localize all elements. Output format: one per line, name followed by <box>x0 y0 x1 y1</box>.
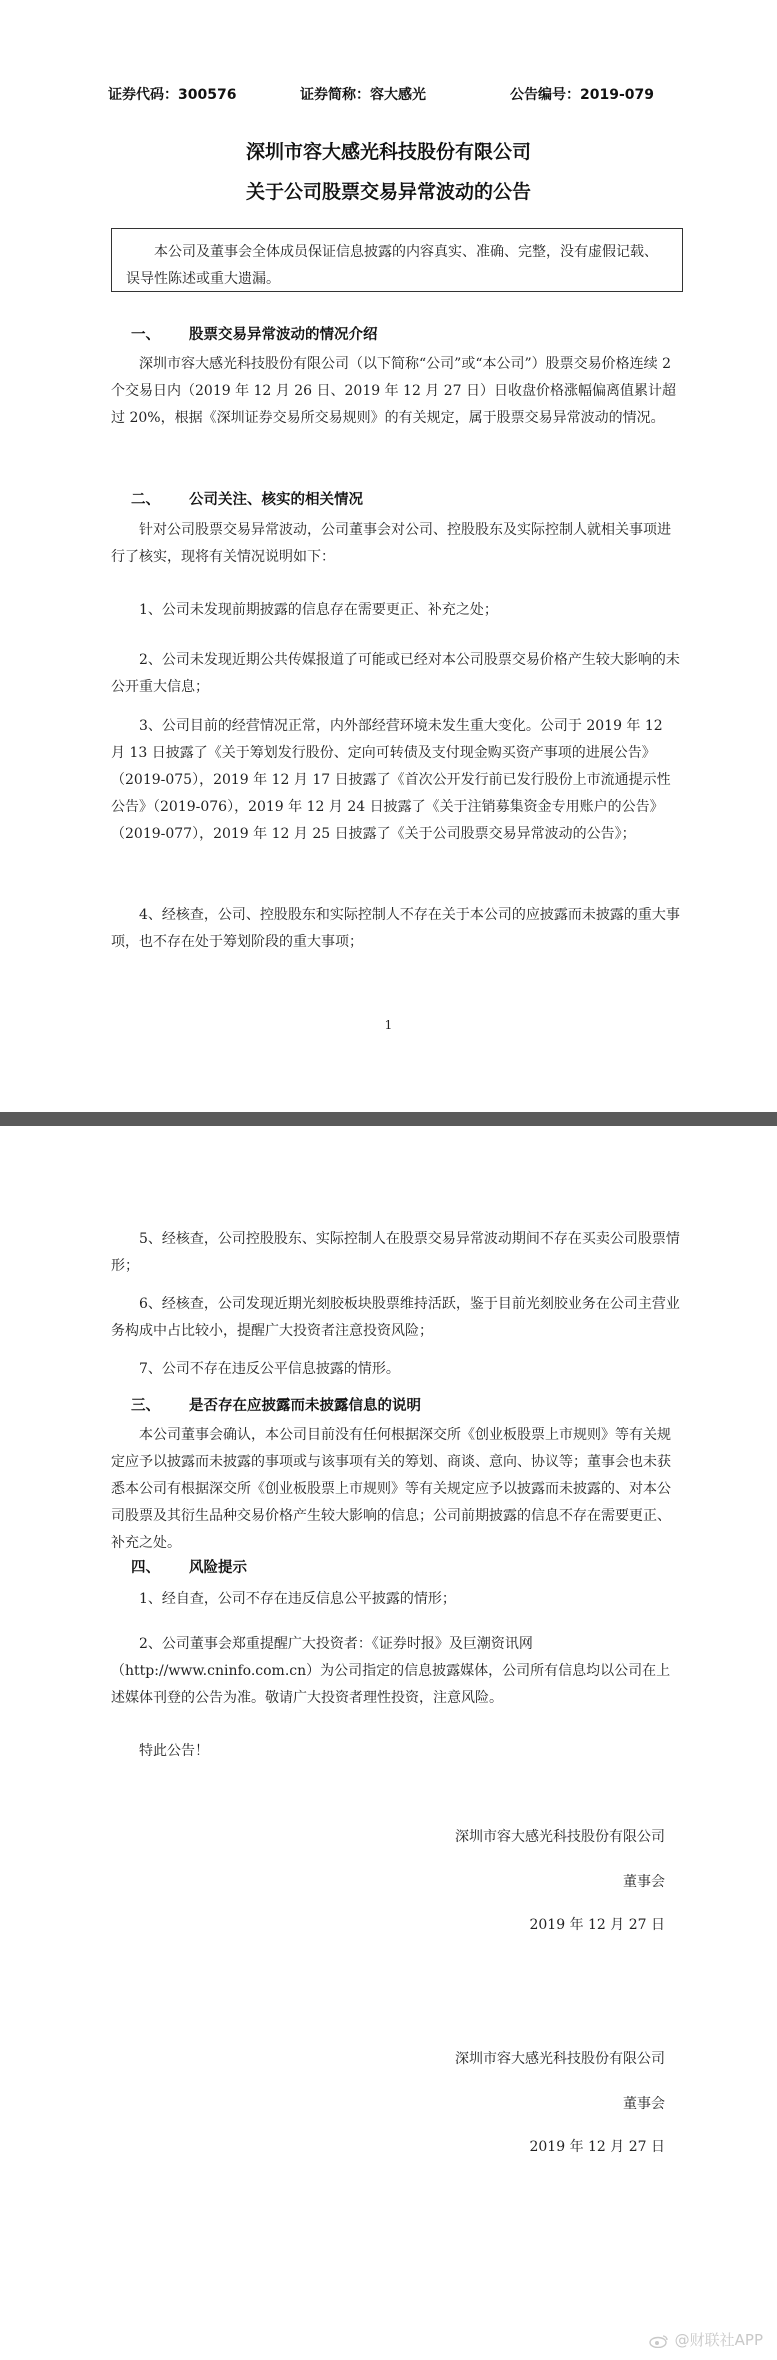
section-1-heading <box>111 323 378 344</box>
notice-title: 关于公司股票交易异常波动的公告 <box>245 181 531 203</box>
list-item: 5、经核查，公司控股股东、实际控制人在股票交易异常波动期间不存在买卖公司股票情形； <box>111 1231 680 1274</box>
notice-number: 公告编号：2019-079 <box>510 87 654 103</box>
section-4-heading <box>111 1556 247 1577</box>
list-item: 6、经核查，公司发现近期光刻胶板块股票维持活跃，鉴于目前光刻胶业务在公司主营业务构成中占比较小，提醒广大投资者注意投资风险； <box>111 1296 680 1339</box>
section-title: 股票交易异常波动的情况介绍 <box>189 327 378 343</box>
list-item: 2、公司董事会郑重提醒广大投资者：《证券时报》及巨潮资讯网（http://www.cninfo.com.cn）为公司指定的信息披露媒体，公司所有信息均以公司在上述媒体刊登的公告为准。敬请广大投资者理性投资，注意风险。 <box>111 1636 671 1706</box>
section-3-heading <box>111 1394 421 1415</box>
section-title: 是否存在应披露而未披露信息的说明 <box>189 1398 421 1414</box>
section-number: 二、 <box>131 492 160 508</box>
closing-text: 特此公告！ <box>139 1743 209 1759</box>
document-page-1 <box>0 0 777 1112</box>
signature-date: 2019 年 12 月 27 日 <box>529 1917 665 1933</box>
list-item: 4、经核查，公司、控股股东和实际控制人不存在关于本公司的应披露而未披露的重大事项，也不存在处于筹划阶段的重大事项； <box>111 907 680 950</box>
signature-board: 董事会 <box>623 1874 665 1890</box>
stock-code: 证券代码：300576 <box>108 87 237 103</box>
watermark <box>649 2329 763 2350</box>
section-number: 四、 <box>131 1560 160 1576</box>
list-item: 1、经自查，公司不存在违反信息公平披露的情形； <box>139 1591 456 1607</box>
section-title: 公司关注、核实的相关情况 <box>189 492 363 508</box>
section-1-paragraph: 深圳市容大感光科技股份有限公司（以下简称“公司”或“本公司”）股票交易价格连续 2 个交易日内（2019 年 12 月 26 日、2019 年 12 月 27 日）日收盘价格涨幅偏离值累计超过 20%，根据《深圳证券交易所交易规则》的有关规定，属于股票交易异常波动的情况。 <box>111 356 677 426</box>
section-3-paragraph: 本公司董事会确认，本公司目前没有任何根据深交所《创业板股票上市规则》等有关规定应予以披露而未披露的事项或与该事项有关的筹划、商谈、意向、协议等；董事会也未获悉本公司有根据深交所《创业板股票上市规则》等有关规定应予以披露而未披露的、对本公司股票及其衍生品种交易价格产生较大影响的信息；公司前期披露的信息不存在需要更正、补充之处。 <box>111 1427 671 1551</box>
page-separator <box>0 1112 777 1126</box>
page-number: 1 <box>384 1018 393 1032</box>
stock-short-name: 证券简称：容大感光 <box>300 87 426 103</box>
signature-board: 董事会 <box>623 2096 665 2112</box>
document-page-2 <box>0 1126 777 2360</box>
section-2-heading <box>111 488 363 509</box>
company-title: 深圳市容大感光科技股份有限公司 <box>245 141 531 163</box>
statement-box <box>111 228 683 292</box>
watermark-text: @财联社APP <box>674 2331 763 2349</box>
list-item: 3、公司目前的经营情况正常，内外部经营环境未发生重大变化。公司于 2019 年 12 月 13 日披露了《关于筹划发行股份、定向可转债及支付现金购买资产事项的进展公告》（2019-075），2019 年 12 月 17 日披露了《首次公开发行前已发行股份上市流通提示性公告》（2019-076），2019 年 12 月 24 日披露了《关于注销募集资金专用账户的公告》（2019-077），2019 年 12 月 25 日披露了《关于公司股票交易异常波动的公告》； <box>111 718 671 842</box>
section-title: 风险提示 <box>189 1560 247 1576</box>
signature-company: 深圳市容大感光科技股份有限公司 <box>455 2051 665 2067</box>
list-item: 7、公司不存在违反公平信息披露的情形。 <box>139 1361 400 1377</box>
statement-text: 本公司及董事会全体成员保证信息披露的内容真实、准确、完整，没有虚假记载、误导性陈述或重大遗漏。 <box>126 244 658 287</box>
weibo-icon <box>649 2334 669 2348</box>
signature-company: 深圳市容大感光科技股份有限公司 <box>455 1829 665 1845</box>
section-number: 三、 <box>131 1398 160 1414</box>
section-2-intro: 针对公司股票交易异常波动，公司董事会对公司、控股股东及实际控制人就相关事项进行了核实，现将有关情况说明如下： <box>111 522 671 565</box>
signature-date: 2019 年 12 月 27 日 <box>529 2139 665 2155</box>
section-number: 一、 <box>131 327 160 343</box>
list-item: 2、公司未发现近期公共传媒报道了可能或已经对本公司股票交易价格产生较大影响的未公开重大信息； <box>111 652 680 695</box>
list-item: 1、公司未发现前期披露的信息存在需要更正、补充之处； <box>139 602 498 618</box>
